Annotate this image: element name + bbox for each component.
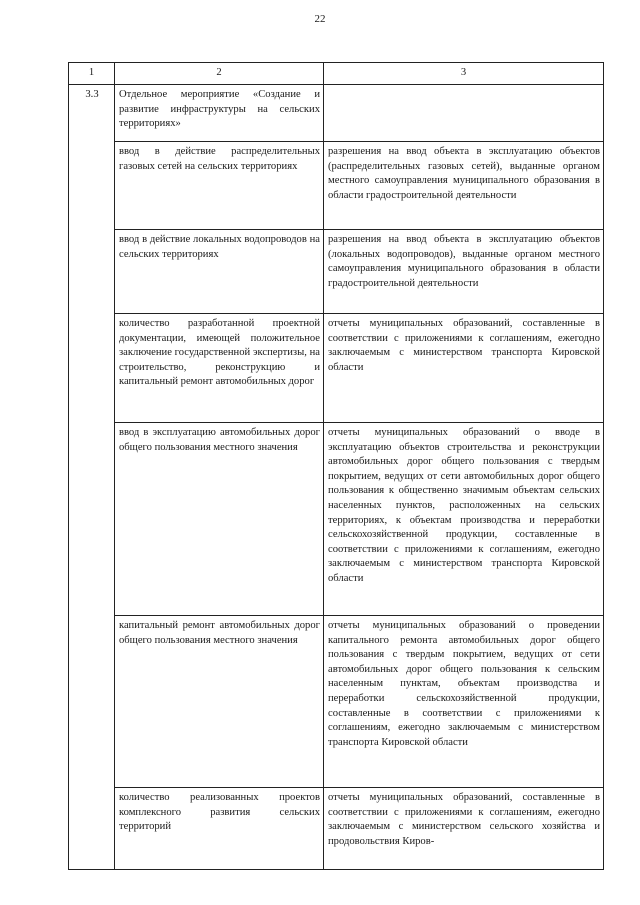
table-row <box>69 142 604 230</box>
source-cell: отчеты муниципальных образований, составленные в соответствии с приложениями к соглашениям, ежегодно заключаемым с министерством транспорта Кировской области <box>324 314 604 423</box>
source-cell: отчеты муниципальных образований о проведении капитального ремонта автомобильных дорог общего пользования с твердым покрытием, ведущих от сети автомобильных дорог общего пользования к сельским населенным пунктам, объектам производства и переработки сельскохозяйственной продукции, составленные в соответствии с приложениями к соглашениям, ежегодно заключаемым с министерством транспорта Кировской области <box>324 616 604 788</box>
indicator-cell: ввод в эксплуатацию автомобильных дорог общего пользования местного значения <box>115 423 324 616</box>
column-header-3: 3 <box>324 63 604 85</box>
indicator-cell: капитальный ремонт автомобильных дорог общего пользования местного значения <box>115 616 324 788</box>
indicator-cell: количество разработанной проектной документации, имеющей положительное заключение государственной экспертизы, на строительство, реконструкцию и капитальный ремонт автомобильных дорог <box>115 314 324 423</box>
section-row <box>69 85 604 142</box>
section-title: Отдельное мероприятие «Создание и развитие инфраструктуры на сельских территориях» <box>115 85 324 142</box>
column-header-2: 2 <box>115 63 324 85</box>
indicator-cell: ввод в действие локальных водопроводов на сельских территориях <box>115 230 324 314</box>
table-row <box>69 423 604 616</box>
indicators-table <box>68 62 604 870</box>
indicator-cell: ввод в действие распределительных газовых сетей на сельских территориях <box>115 142 324 230</box>
indicator-cell: количество реализованных проектов комплексного развития сельских территорий <box>115 788 324 870</box>
table-row <box>69 788 604 870</box>
table-row <box>69 314 604 423</box>
source-cell: отчеты муниципальных образований, составленные в соответствии с приложениями к соглашениям, ежегодно заключаемым с министерством сельского хозяйства и продовольствия Киров- <box>324 788 604 870</box>
section-source-cell <box>324 85 604 142</box>
source-cell: разрешения на ввод объекта в эксплуатацию объектов (локальных водопроводов), выданные органом местного самоуправления муниципального образования в области градостроительной деятельности <box>324 230 604 314</box>
table-row <box>69 616 604 788</box>
column-header-1: 1 <box>69 63 115 85</box>
section-number: 3.3 <box>69 85 115 870</box>
source-cell: отчеты муниципальных образований о вводе в эксплуатацию объектов строительства и реконструкции автомобильных дорог общего пользования с твердым покрытием, ведущих от сети автомобильных дорог общего пользования к общественно значимым объектам сельских населенных пунктов, расположенных на сельских территориях, к объектам производства и переработки сельскохозяйственной продукции, составленные в соответствии с приложениями к соглашениям, ежегодно заключаемым с министерством транспорта Кировской области <box>324 423 604 616</box>
source-cell: разрешения на ввод объекта в эксплуатацию объектов (распределительных газовых сетей), выданные органом местного самоуправления муниципального образования в области градостроительной деятельности <box>324 142 604 230</box>
table-row <box>69 230 604 314</box>
page-number: 22 <box>314 13 326 25</box>
table-header-row <box>69 63 604 85</box>
